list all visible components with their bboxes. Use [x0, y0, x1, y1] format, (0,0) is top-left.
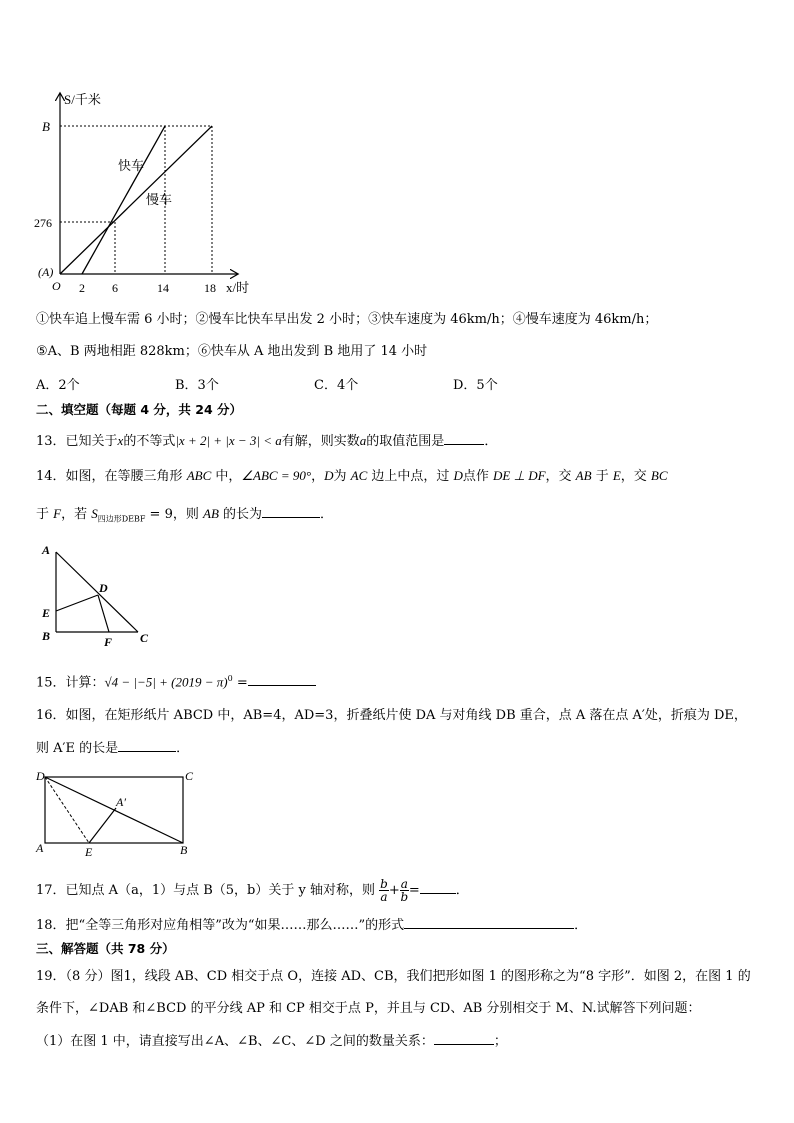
q17-answer-blank[interactable] — [420, 880, 456, 894]
q19-line3: （1）在图 1 中，请直接写出∠A、∠B、∠C、∠D 之间的数量关系： ； — [36, 1031, 507, 1051]
q14-label-D: D — [99, 581, 108, 595]
q16-line2: 则 A′E 的长是 ． — [36, 738, 189, 758]
q12-statements-line1: ①快车追上慢车需 6 小时；②慢车比快车早出发 2 小时；③快车速度为 46km/h；④慢车速度为 46km/h； — [36, 312, 658, 327]
q16-label-A: A — [36, 841, 44, 855]
q13-text: 13．已知关于x的不等式|x + 2| + |x − 3| < a有解，则实数a的取值范围是 ． — [36, 433, 498, 449]
q15-expression: √4 − |−5| + (2019 − π) — [104, 674, 228, 690]
q14-line1: 14．如图，在等腰三角形 ABC 中，∠ABC = 90°，D为 AC 边上中点，过 D点作 DE ⊥ DF，交 AB 于 E，交 BC — [36, 468, 668, 484]
q13-inequality: |x + 2| + |x − 3| < a — [175, 433, 282, 448]
tick-14: 14 — [157, 281, 169, 295]
label-B: B — [42, 119, 50, 134]
q18-text: 18．把“全等三角形对应角相等”改为“如果……那么……”的形式 ． — [36, 915, 587, 935]
tick-2: 2 — [79, 281, 85, 295]
q15-answer-blank[interactable] — [248, 672, 316, 686]
q12-option-b: B．3个 — [175, 378, 219, 393]
x-axis-label: x/时 — [226, 280, 250, 295]
section3-title: 三、解答题（共 78 分） — [36, 941, 175, 956]
section2-title: 二、填空题（每题 4 分，共 24 分） — [36, 402, 243, 417]
tick-6: 6 — [112, 281, 118, 295]
fast-car-label: 快车 — [118, 158, 145, 173]
q16-answer-blank[interactable] — [118, 738, 176, 752]
label-A: (A) — [38, 265, 54, 279]
q17-text: 17．已知点 A（a，1）与点 B（5，b）关于 y 轴对称，则 $\frac{b}{a}$ + $\frac{a}{b}$ = ． — [36, 877, 469, 904]
q14-triangle-figure — [36, 540, 166, 650]
q19-line1: 19．（8 分）图1，线段 AB、CD 相交于点 O，连接 AD、CB，我们把形如图 1 的图形称之为“8 字形”．如图 2，在图 1 的 — [36, 969, 751, 984]
label-O: O — [52, 279, 61, 293]
q16-line1: 16．如图，在矩形纸片 ABCD 中，AB=4，AD=3，折叠纸片使 DA 与对角线 DB 重合，点 A 落在点 A′处，折痕为 DE， — [36, 708, 747, 723]
slow-car-line — [60, 126, 212, 274]
q15-text: 15．计算：$√4 - |-5| + (2019 - \pi)^0$ = — [36, 670, 316, 692]
q19-answer-blank[interactable] — [434, 1031, 494, 1045]
q16-label-E: E — [85, 845, 93, 859]
y-axis-label: S/千米 — [64, 92, 101, 107]
q12-option-a: A．2个 — [36, 378, 80, 393]
slow-car-label: 慢车 — [146, 192, 173, 207]
q19-line2: 条件下，∠DAB 和∠BCD 的平分线 AP 和 CP 相交于点 P，并且与 CD、AB 分别相交于 M、N.试解答下列问题： — [36, 1001, 701, 1016]
q12-option-d: D．5个 — [453, 378, 498, 393]
q13-answer-blank[interactable] — [444, 431, 484, 445]
q12-option-c: C．4个 — [314, 378, 359, 393]
q14-label-C: C — [140, 631, 149, 645]
q16-label-C: C — [185, 769, 194, 783]
q16-label-Aprime: A′ — [116, 795, 126, 809]
q14-label-F: F — [104, 635, 113, 649]
q14-label-E: E — [42, 606, 51, 620]
label-276: 276 — [34, 216, 52, 230]
tick-18: 18 — [204, 281, 216, 295]
q12-statements-line2: ⑤A、B 两地相距 828km；⑥快车从 A 地出发到 B 地用了 14 小时 — [36, 344, 428, 359]
q14-label-B: B — [42, 629, 51, 643]
q14-label-A: A — [42, 543, 51, 557]
q16-rectangle-figure — [30, 766, 200, 860]
q14-line2: 于 F，若 $S_{四边形DEBF} = 9$，则 AB 的长为 ． — [36, 506, 334, 524]
q18-answer-blank[interactable] — [404, 915, 574, 929]
distance-time-graph — [30, 88, 260, 298]
q16-label-B: B — [180, 843, 188, 857]
q16-label-D: D — [36, 769, 45, 783]
q14-answer-blank[interactable] — [262, 504, 320, 518]
